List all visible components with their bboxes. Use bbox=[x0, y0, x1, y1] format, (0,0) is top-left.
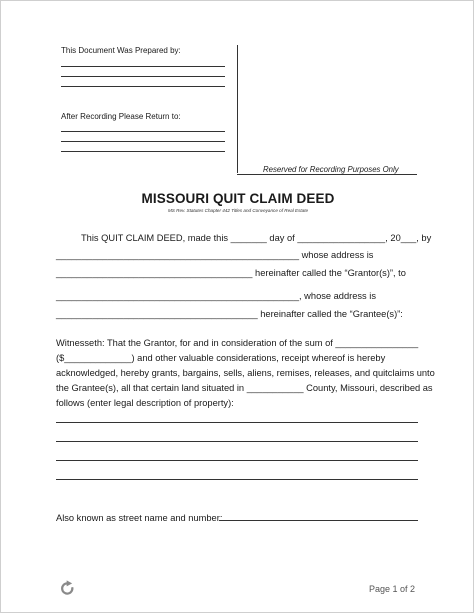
return-to-line-1[interactable] bbox=[61, 131, 225, 132]
witnesseth-line-5: follows (enter legal description of property): bbox=[56, 398, 234, 408]
page-number: Page 1 of 2 bbox=[369, 584, 416, 594]
recording-area-bottom-border bbox=[237, 174, 417, 175]
witnesseth-line-2: ($_____________) and other valuable considerations, receipt whereof is hereby bbox=[56, 353, 386, 363]
street-address-label: Also known as street name and number: bbox=[56, 513, 223, 523]
prepared-by-label: This Document Was Prepared by: bbox=[61, 46, 181, 55]
deed-intro-line: This QUIT CLAIM DEED, made this _______ day of _________________, 20___, by bbox=[81, 233, 432, 243]
legal-description-line-2[interactable] bbox=[56, 441, 418, 442]
prepared-by-line-1[interactable] bbox=[61, 66, 225, 67]
refresh-arrow-logo-icon bbox=[59, 580, 76, 597]
legal-description-line-4[interactable] bbox=[56, 479, 418, 480]
grantor-name-line: _______________________________________________ whose address is bbox=[56, 250, 374, 260]
legal-description-line-3[interactable] bbox=[56, 460, 418, 461]
street-address-line[interactable] bbox=[219, 520, 418, 521]
reserved-recording-label: Reserved for Recording Purposes Only bbox=[263, 165, 399, 174]
return-to-line-2[interactable] bbox=[61, 141, 225, 142]
prepared-by-line-3[interactable] bbox=[61, 86, 225, 87]
return-to-label: After Recording Please Return to: bbox=[61, 112, 181, 121]
grantee-name-line: _______________________________________________, whose address is bbox=[56, 291, 377, 301]
document-title: MISSOURI QUIT CLAIM DEED bbox=[141, 191, 335, 206]
legal-description-line-1[interactable] bbox=[56, 422, 418, 423]
witnesseth-line-1: Witnesseth: That the Grantor, for and in consideration of the sum of ________________ bbox=[56, 338, 419, 348]
witnesseth-line-3: acknowledged, hereby grants, bargains, sells, aliens, remises, releases, and quitclaims unto bbox=[56, 368, 435, 378]
grantee-address-line: _______________________________________ hereinafter called the “Grantee(s)”: bbox=[56, 309, 403, 319]
recording-area-divider bbox=[237, 45, 238, 173]
witnesseth-line-4: the Grantee(s), all that certain land situated in ___________ County, Missouri, described as bbox=[56, 383, 433, 393]
return-to-line-3[interactable] bbox=[61, 151, 225, 152]
grantor-address-line: ______________________________________ hereinafter called the “Grantor(s)”, to bbox=[56, 268, 406, 278]
prepared-by-line-2[interactable] bbox=[61, 76, 225, 77]
statute-subtitle: MS Rev. Statutes Chapter 442 Titles and Conveyance of Real Estate bbox=[167, 208, 309, 213]
